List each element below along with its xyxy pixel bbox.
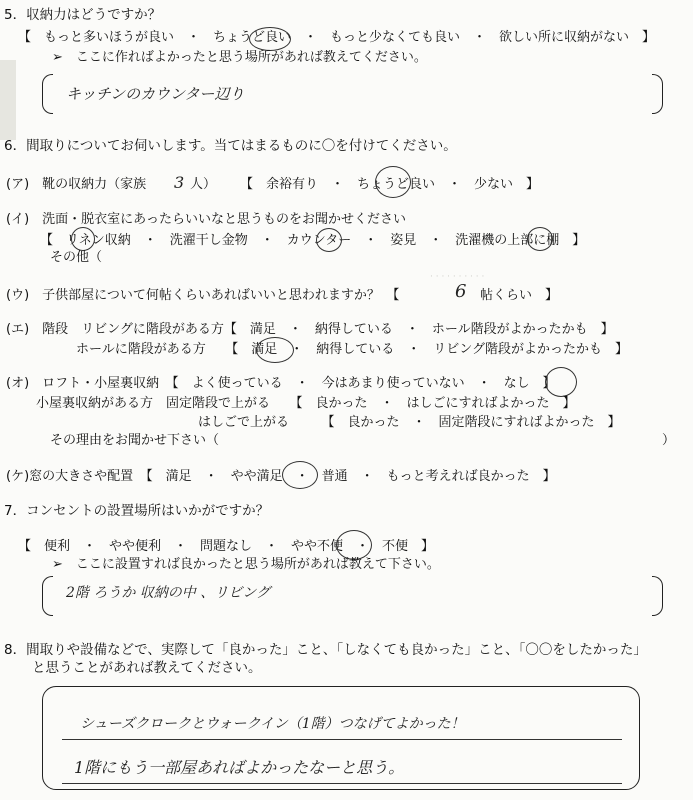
q6-i-other: その他（ xyxy=(50,250,103,265)
q8-answer-line1: シューズクロークとウォークイン（1階）つなげてよかった！ xyxy=(80,716,465,732)
q6-u-answer: 6 xyxy=(455,281,467,302)
q6-title: 6．間取りについてお伺いします。当てはまるものに〇を付けてください。 xyxy=(4,138,457,154)
q8-title: 8．間取りや設備などで、実際して「良かった」こと、「しなくても良かった」こと、「〇〇をしたかった」 xyxy=(4,642,647,658)
q7-options: 【 便利 ・ やや便利 ・ 問題なし ・ やや不便 ・ 不便 】 xyxy=(18,539,435,554)
q6-i-label: (イ) 洗面・脱衣室にあったらいいなと思うものをお聞かせください xyxy=(6,212,407,227)
q7-prompt: ➢ ここに設置すれば良かったと思う場所があれば教えて下さい。 xyxy=(52,557,440,572)
answer-bracket-right xyxy=(652,74,663,114)
answer-circle xyxy=(249,27,291,51)
ruled-line xyxy=(62,783,622,784)
q5-answer: キッチンのカウンター辺り xyxy=(66,85,245,103)
q6-u-label: (ウ) 子供部屋について何帖くらいあればいいと思われますか？ 【 xyxy=(6,288,400,303)
ruled-line xyxy=(62,739,622,740)
answer-bracket-left xyxy=(42,576,53,616)
q6-o-line3: はしごで上がる 【 良かった ・ 固定階段にすればよかった 】 xyxy=(198,415,621,430)
answer-bracket-left xyxy=(42,74,53,114)
answer-circle xyxy=(256,337,294,363)
answer-circle xyxy=(336,530,372,560)
q7-title: 7．コンセントの設置場所はいかがですか？ xyxy=(4,503,270,519)
answer-circle xyxy=(71,227,95,251)
q6-ke-line: (ケ)窓の大きさや配置 【 満足 ・ やや満足 ・ 普通 ・ もっと考えれば良かった 】 xyxy=(6,469,556,484)
q5-prompt: ➢ ここに作ればよかったと思う場所があれば教えてください。 xyxy=(52,50,427,65)
scan-shadow xyxy=(0,60,16,140)
q6-o-line2: 小屋裏収納がある方 固定階段で上がる 【 良かった ・ はしごにすればよかった 】 xyxy=(36,396,576,411)
q5-title: 5．収納力はどうですか？ xyxy=(4,7,162,23)
q6-o-reason: その理由をお聞かせ下さい（ xyxy=(50,433,220,448)
q6-o-reason-end: ） xyxy=(662,433,676,448)
q6-a-label: (ア) 靴の収納力（家族 xyxy=(6,177,147,192)
q8-title-cont: と思うことがあれば教えてください。 xyxy=(32,660,262,676)
answer-circle xyxy=(375,166,411,198)
q6-u-suffix: 帖くらい 】 xyxy=(480,288,559,303)
q8-answer-line2: 1階にもう一部屋あればよかったなーと思う。 xyxy=(74,758,405,777)
answer-circle xyxy=(545,367,577,397)
bleed-through-text: · · · · · · · · · · xyxy=(430,272,485,282)
q6-e-line1: (エ) 階段 リビングに階段がある方【 満足 ・ 納得している ・ ホール階段がよかったかも 】 xyxy=(6,322,614,337)
q6-o-line1: (オ) ロフト・小屋裏収納 【 よく使っている ・ 今はあまり使っていない ・ なし 】 xyxy=(6,376,556,391)
q6-i-options: 【 リネン収納 ・ 洗濯干し金物 ・ カウンター ・ 姿見 ・ 洗濯機の上部に棚 】 xyxy=(40,233,586,248)
q6-a-people: 人） xyxy=(190,177,217,192)
answer-circle xyxy=(282,461,318,489)
answer-bracket-right xyxy=(652,576,663,616)
answer-circle xyxy=(316,228,342,252)
q6-a-options: 【 余裕有り ・ ちょうど良い ・ 少ない 】 xyxy=(240,177,540,192)
q5-options: 【 もっと多いほうが良い ・ ちょうど良い ・ もっと少なくても良い ・ 欲しい所に収納がない 】 xyxy=(18,30,656,45)
q7-answer: 2階 ろうか 収納の中 、リビング xyxy=(66,585,270,601)
q6-a-family-count: 3 xyxy=(174,173,185,192)
q6-e-line2: ホールに階段がある方 【 満足 ・ 納得している ・ リビング階段がよかったかも 】 xyxy=(76,342,628,357)
answer-circle xyxy=(527,227,553,251)
